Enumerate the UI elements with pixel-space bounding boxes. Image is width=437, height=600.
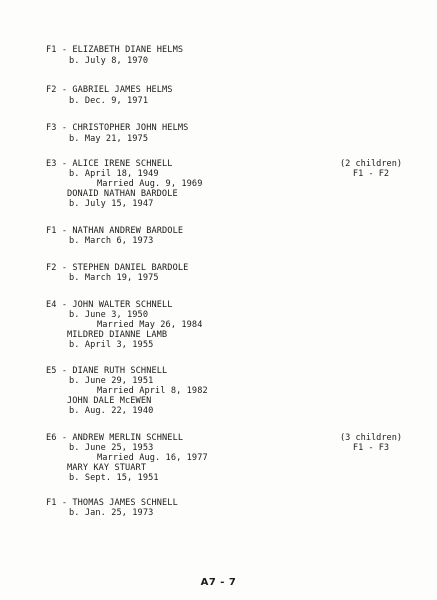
entry-marriage-date: Married Aug. 16, 1977 <box>97 453 208 463</box>
entry-label: E6 - ANDREW MERLIN SCHNELL <box>46 433 184 443</box>
entry-spouse-birth-date: b. April 3, 1955 <box>69 340 154 350</box>
children-count-note: (3 children) <box>339 433 403 443</box>
entry-marriage-date: Married Aug. 9, 1969 <box>97 179 203 189</box>
entry-spouse-birth-date: b. July 15, 1947 <box>69 199 154 209</box>
entry-birth-date: b. March 19, 1975 <box>69 273 159 283</box>
entry-birth-date: b. March 6, 1973 <box>69 236 154 246</box>
entry-spouse-birth-date: b. Aug. 22, 1940 <box>69 406 154 416</box>
children-range-note: F1 - F2 <box>352 169 390 179</box>
children-count-note: (2 children) <box>339 159 403 169</box>
entry-label: F1 - NATHAN ANDREW BARDOLE <box>46 226 184 236</box>
entry-birth-date: b. July 8, 1970 <box>69 56 149 66</box>
entry-spouse-birth-date: b. Sept. 15, 1951 <box>69 473 159 483</box>
entry-label: E4 - JOHN WALTER SCHNELL <box>46 300 173 310</box>
entry-spouse-name: MILDRED DIANNE LAMB <box>67 330 168 340</box>
entry-marriage-date: Married April 8, 1982 <box>97 386 208 396</box>
entry-marriage-date: Married May 26, 1984 <box>97 320 203 330</box>
entry-spouse-name: DONAID NATHAN BARDOLE <box>67 189 178 199</box>
entry-birth-date: b. Jan. 25, 1973 <box>69 508 154 518</box>
entry-birth-date: b. May 21, 1975 <box>69 134 149 144</box>
entry-label: E3 - ALICE IRENE SCHNELL <box>46 159 173 169</box>
entry-birth-date: b. June 3, 1950 <box>69 310 149 320</box>
entry-label: F2 - GABRIEL JAMES HELMS <box>46 85 173 95</box>
entry-label: F2 - STEPHEN DANIEL BARDOLE <box>46 263 189 273</box>
page-number: A7 - 7 <box>200 577 237 588</box>
entry-birth-date: b. June 25, 1953 <box>69 443 154 453</box>
entry-label: F1 - THOMAS JAMES SCHNELL <box>46 498 178 508</box>
entry-label: F1 - ELIZABETH DIANE HELMS <box>46 45 184 55</box>
entry-spouse-name: MARY KAY STUART <box>67 463 147 473</box>
entry-label: F3 - CHRISTOPHER JOHN HELMS <box>46 123 189 133</box>
entry-spouse-name: JOHN DALE McEWEN <box>67 396 152 406</box>
entry-birth-date: b. June 29, 1951 <box>69 376 154 386</box>
entry-birth-date: b. April 18, 1949 <box>69 169 159 179</box>
entry-label: E5 - DIANE RUTH SCHNELL <box>46 366 168 376</box>
children-range-note: F1 - F3 <box>352 443 390 453</box>
entry-birth-date: b. Dec. 9, 1971 <box>69 96 149 106</box>
